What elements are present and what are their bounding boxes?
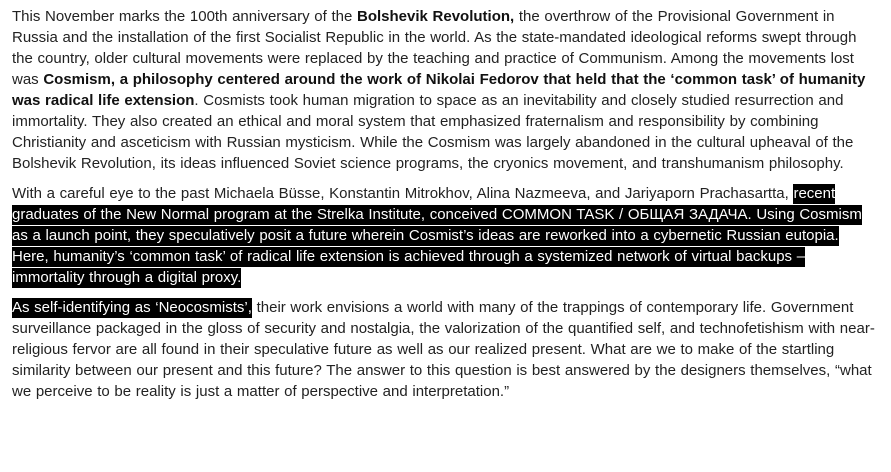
p3-text-1: their work envisions a world with many of the trappings of contemporary life. Government surveillance packaged in the gloss of security and nostalgia, the valorization of the quantified self, and technofetishism with near-religious fervor are all found in their speculative future as well as our realized present. What are we to make of the startling similarity between our present and this future? The answer to this question is best answered by the designers themselves, “what we perceive to be reality is just a matter of perspective and interpretation.” bbox=[12, 299, 875, 400]
p1-text-1: This November marks the 100th anniversary of the bbox=[12, 8, 357, 25]
p2-text-1: With a careful eye to the past Michaela Büsse, Konstantin Mitrokhov, Alina Nazmeeva, and Jariyaporn Prachasartta, bbox=[12, 185, 794, 202]
p2-highlighted-selection[interactable]: recent graduates of the New Normal program at the Strelka Institute, conceived COMMON TASK / ОБЩАЯ ЗАДАЧА. Using Cosmism as a launch point, they speculatively posit a future wherein Cosmist’s ideas are reworked into a cybernetic Russian eutopia. Here, humanity’s ‘common task’ of radical life extension is achieved through a systemized network of virtual backups – immortality through a digital proxy. bbox=[12, 185, 862, 286]
p1-bold-bolshevik-revolution: Bolshevik Revolution, bbox=[357, 8, 515, 25]
p1-bold-cosmism-definition: Cosmism, a philosophy centered around the work of Nikolai Fedorov that held that the ‘common task’ of humanity was radical life extension bbox=[12, 71, 866, 109]
paragraph-neocosmists bbox=[12, 297, 878, 402]
paragraph-bolshevik-cosmism bbox=[12, 6, 878, 174]
p1-text-2: the overthrow of the Provisional Government in Russia and the installation of the first Socialist Republic in the world. As the state-mandated ideological reforms swept through the country, older cultural movements were replaced by the teaching and practice of Communism. Among the movements lost was bbox=[12, 8, 857, 88]
p1-text-3: . Cosmists took human migration to space as an inevitability and closely studied resurrection and immortality. They also created an ethical and moral system that emphasized fraternalism and responsibility by combining Christianity and asceticism with Russian mysticism. While the Cosmism was largely abandoned in the cultural upheaval of the Bolshevik Revolution, its ideas influenced Soviet science programs, the cryonics movement, and transhumanism philosophy. bbox=[12, 92, 854, 172]
paragraph-common-task bbox=[12, 183, 878, 288]
p3-highlighted-selection[interactable]: As self-identifying as ‘Neocosmists’, bbox=[12, 299, 252, 316]
article-body bbox=[12, 6, 878, 411]
